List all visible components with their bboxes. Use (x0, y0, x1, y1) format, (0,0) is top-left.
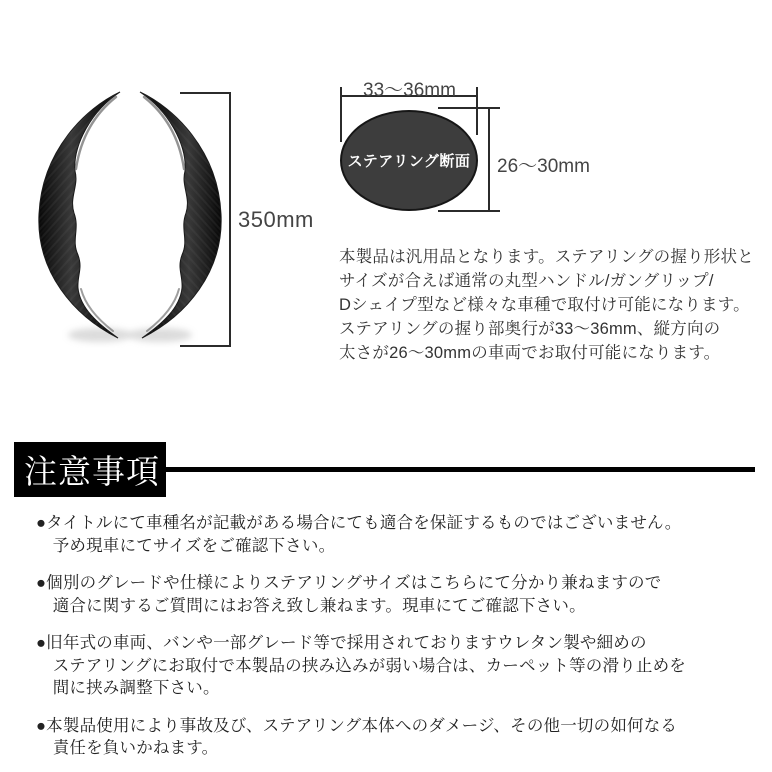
dim-350-top-tick (180, 92, 231, 94)
cross-section-label: ステアリング断面 (347, 153, 471, 170)
cover-half-left (39, 92, 120, 338)
notice-item (36, 715, 686, 760)
steering-cover-halves-image (28, 84, 232, 348)
product-shadow (128, 328, 192, 342)
notice-line: 予め現車にてサイズをご確認下さい。 (36, 536, 336, 555)
notice-banner (14, 442, 166, 497)
notice-line: 間に挟み調整下さい。 (36, 679, 220, 697)
dim-350-bottom-tick (180, 345, 231, 347)
dim-height-top-tick (438, 107, 500, 109)
description-line: 本製品は汎用品となります。ステアリングの握り形状と (339, 248, 754, 266)
dim-height-line (488, 108, 490, 212)
dim-350-label: 350mm (238, 207, 314, 232)
notice-item (36, 512, 686, 557)
notice-list (36, 512, 686, 772)
notice-heading: 注意事項 (24, 453, 160, 490)
notice-item (36, 572, 686, 617)
notice-line: 責任を負いかねます。 (36, 739, 219, 757)
notice-line: 適合に関するご質問にはお答え致し兼ねます。現車にてご確認下さい。 (36, 596, 586, 615)
description-line: ステアリングの握り部奥行が33〜36mm、縦方向の (339, 320, 721, 338)
dim-height-bottom-tick (438, 210, 500, 212)
dim-350-vertical-line (229, 93, 231, 347)
notice-line: ●タイトルにて車種名が記載がある場合にても適合を保証するものではございません。 (36, 514, 682, 532)
dim-width-label: 33〜36mm (363, 80, 456, 101)
dim-height-label: 26〜30mm (497, 156, 590, 177)
notice-line: ●個別のグレードや仕様によりステアリングサイズはこちらにて分かり兼ねますので (36, 574, 662, 592)
notice-rule-line (166, 467, 755, 472)
notice-line: ステアリングにお取付で本製品の挟み込みが弱い場合は、カーペット等の滑り止めを (36, 656, 686, 675)
description-line: サイズが合えば通常の丸型ハンドル/ガングリップ/ (339, 272, 714, 290)
notice-line: ●旧年式の車両、バンや一部グレード等で採用されておりますウレタン製や細めの (36, 634, 647, 652)
cross-section-ellipse (340, 110, 478, 211)
description-line: 太さが26〜30mmの車両でお取付可能になります。 (339, 344, 721, 362)
product-description (339, 245, 754, 365)
description-line: Dシェイプ型など様々な車種で取付け可能になります。 (339, 296, 750, 314)
product-shadow (68, 328, 132, 342)
notice-item (36, 632, 686, 700)
cover-half-right (140, 92, 221, 338)
notice-line: ●本製品使用により事故及び、ステアリング本体へのダメージ、その他一切の如何なる (36, 716, 678, 735)
